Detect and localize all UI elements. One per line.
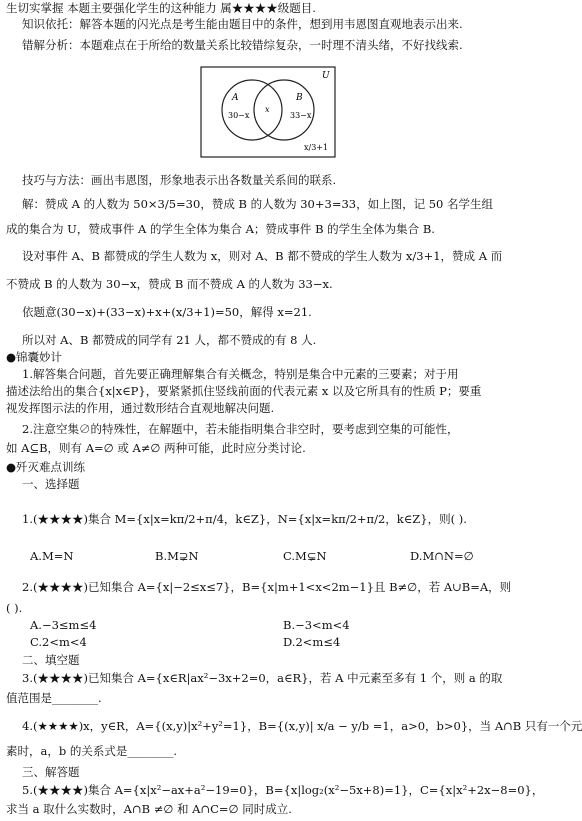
question-2: 2.(★★★★)已知集合 A={x|−2≤x≤7}，B={x|m+1<x<2m−1}且 B≠∅，若 A∪B=A，则	[22, 580, 512, 594]
answer-section-heading: 三、解答题	[22, 765, 80, 779]
question-4-cont: 素时，a，b 的关系式是________.	[6, 744, 178, 758]
venn-both: x	[265, 105, 270, 114]
venn-neither: x/3+1	[304, 143, 329, 152]
venn-diagram	[200, 66, 336, 158]
venn-only-b: 33−x	[290, 111, 312, 120]
question-3-cont: 值范围是________.	[6, 691, 102, 705]
question-3: 3.(★★★★)已知集合 A={x∈R|ax²−3x+2=0，a∈R}，若 A 中元素至多有 1 个，则 a 的取	[22, 671, 503, 685]
question-1: 1.(★★★★)集合 M={x|x=kπ/2+π/4，k∈Z}，N={x|x=kπ/2+π/2，k∈Z}，则( ).	[22, 512, 467, 526]
solution-line-5: 依题意(30−x)+(33−x)+x+(x/3+1)=50，解得 x=21.	[22, 305, 312, 319]
venn-only-a: 30−x	[228, 111, 250, 120]
text-line-1: 生切实掌握 本题主要强化学生的这种能力 属★★★★级题目.	[6, 1, 316, 15]
solution-line-1: 解：赞成 A 的人数为 50×3/5=30，赞成 B 的人数为 30+3=33，如上图，记 50 名学生组	[22, 197, 494, 211]
question-4: 4.(★★★★)x，y∈R，A={(x,y)|x²+y²=1}，B={(x,y)| x/a − y/b =1，a>0，b>0}，当 A∩B 只有一个元	[22, 719, 582, 733]
question-5: 5.(★★★★)集合 A={x|x²−ax+a²−19=0}，B={x|log₂(x²−5x+8)=1}，C={x|x²+2x−8=0}，	[22, 783, 544, 797]
tip-1-line-2: 描述法给出的集合{x|x∈P}，要紧紧抓住竖线前面的代表元素 x 以及它所具有的性质 P；要重	[6, 384, 482, 398]
method-line: 技巧与方法：画出韦恩图，形象地表示出各数量关系间的联系.	[22, 173, 337, 187]
venn-label-a: A	[232, 93, 239, 103]
tip-1-line-3: 视发挥图示法的作用，通过数形结合直观地解决问题.	[6, 401, 275, 415]
error-analysis: 错解分析：本题难点在于所给的数量关系比较错综复杂，一时理不清头绪，不好找线索.	[22, 38, 463, 52]
tip-2-line-2: 如 A⊆B，则有 A=∅ 或 A≠∅ 两种可能，此时应分类讨论.	[6, 441, 306, 455]
q2-option-c: C.2<m<4	[30, 635, 87, 649]
q2-option-a: A.−3≤m≤4	[30, 618, 97, 632]
venn-circle-b	[254, 80, 314, 140]
venn-label-b: B	[296, 93, 303, 103]
q2-option-d: D.2<m≤4	[283, 635, 341, 649]
solution-line-2: 成的集合为 U，赞成事件 A 的学生全体为集合 A；赞成事件 B 的学生全体为集合 B.	[6, 222, 435, 236]
venn-label-u: U	[322, 71, 330, 81]
solution-line-4: 不赞成 B 的人数为 30−x，赞成 B 而不赞成 A 的人数为 33−x.	[6, 277, 333, 291]
q1-option-d: D.M∩N=∅	[410, 549, 474, 563]
knowledge-basis: 知识依托：解答本题的闪光点是考生能由题目中的条件，想到用韦恩图直观地表示出来.	[22, 17, 463, 31]
solution-line-6: 所以对 A、B 都赞成的同学有 21 人，都不赞成的有 8 人.	[22, 333, 317, 347]
q2-option-b: B.−3<m<4	[283, 618, 350, 632]
training-heading: ●歼灭难点训练	[6, 460, 86, 474]
tip-1-line-1: 1.解答集合问题，首先要正确理解集合有关概念，特别是集合中元素的三要素；对于用	[22, 367, 459, 381]
q1-option-c: C.M⊊N	[283, 549, 327, 563]
question-5-cont: 求当 a 取什么实数时，A∩B ≠∅ 和 A∩C=∅ 同时成立.	[6, 802, 292, 816]
q1-option-b: B.M⊋N	[155, 549, 199, 563]
venn-circle-a	[222, 80, 282, 140]
solution-line-3: 设对事件 A、B 都赞成的学生人数为 x，则对 A、B 都不赞成的学生人数为 x/3+1，赞成 A 而	[22, 249, 503, 263]
question-2-cont: ( ).	[6, 601, 23, 615]
q1-option-a: A.M=N	[30, 549, 74, 563]
tips-heading: ●锦囊妙计	[6, 350, 63, 364]
fill-section-heading: 二、填空题	[22, 653, 80, 667]
tip-2-line-1: 2.注意空集∅的特殊性，在解题中，若未能指明集合非空时，要考虑到空集的可能性，	[22, 422, 459, 436]
choice-section-heading: 一、选择题	[22, 477, 80, 491]
